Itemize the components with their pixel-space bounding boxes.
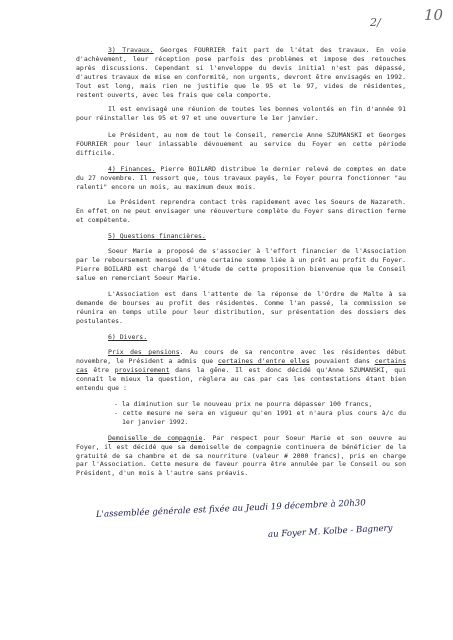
- section-5-paragraph-2: L'Association est dans l'attente de la réponse de l'Ordre de Malte à sa demande de bourses au profit des résidentes. Comme l'an passé, la commission se réunira en temps utile pour leur distribution, sur présentation des dossiers des postulantes.: [76, 289, 406, 325]
- list-item: - cette mesure ne sera en vigueur qu'en 1991 et n'aura plus cours à/c du 1er janvier 1992.: [114, 408, 406, 426]
- typed-page-number: 2/: [370, 16, 381, 29]
- section-5-heading: 5) Questions financières.: [108, 231, 206, 240]
- section-3-paragraph-2: Il est envisagé une réunion de toutes les bonnes volontés en fin d'année 91 pour réinstaller les 95 et 97 et une ouverture le 1er janvier.: [76, 105, 406, 123]
- section-4-heading: 4) Finances.: [108, 164, 156, 173]
- handwritten-page-number: 10: [424, 6, 444, 24]
- section-6-heading: 6) Divers.: [108, 333, 148, 342]
- handwritten-note-line-1: L'assemblée générale est fixée au Jeudi 19 décembre à 20h30: [95, 498, 366, 520]
- document-body: [76, 46, 406, 486]
- section-4-paragraph-1: Pierre BOILARD distribue le dernier relevé de comptes en date du 27 novembre. Il ressort que, tous travaux payés, le Foyer pourra fonctionner "au ralenti" encore un mois, au maximum deux mois.: [76, 164, 407, 191]
- handwritten-note-line-2: au Foyer M. Kolbe - Bagnery: [267, 523, 393, 540]
- demoiselle-title: Demoiselle de compagnie: [108, 433, 203, 442]
- section-5-paragraph-1: Soeur Marie a proposé de s'associer à l'effort financier de l'Association par le reboursement mensuel d'une certaine somme liée à un prêt au profit du Foyer. Pierre BOILARD est chargé de l'étude de cette proposition bienvenue que le Conseil salue en remerciant Soeur Marie.: [76, 246, 406, 282]
- section-3-paragraph-1: Georges FOURRIER fait part de l'état des travaux. En voie d'achèvement, leur réception pose parfois des problèmes et impose des retouches après discussions. Cependant si l'enveloppe du devis initial n'est pas dépassé, d'autres travaux de mise en conformité, non urgents, devront être envisagés en 1992. Tout est long, mais rien ne justifie que le 95 et le 97, vides de résidentes, restent ouverts, avec les frais que cela comporte.: [76, 46, 407, 99]
- section-3: [76, 46, 406, 99]
- demoiselle-paragraph: Demoiselle de compagnie. Par respect pour Soeur Marie et son oeuvre au Foyer, il est décidé que sa demoiselle de compagnie continuera de bénéficier de la gratuité de sa chambre et de sa nourriture (valeur # 2000 francs), pris en charge par l'Association. Cette mesure de faveur pourra être annulée par le Conseil ou son Président, d'un mois à l'autre sans préavis.: [76, 433, 406, 478]
- section-4: [76, 165, 406, 192]
- section-3-paragraph-3: Le Président, au nom de tout le Conseil, remercie Anne SZUMANSKI et Georges FOURRIER pour leur inlassable dévouement au service du Foyer en cette période difficile.: [76, 130, 406, 157]
- pensions-title: Prix des pensions: [108, 347, 180, 356]
- section-3-heading: 3) Travaux.: [108, 46, 154, 54]
- pensions-paragraph: Prix des pensions. Au cours de sa rencontre avec les résidentes début novembre, le Président a admis que certaines d'entre elles pouvaient dans certains cas être provisoirement dans la gêne. Il est donc décidé qu'Anne SZUMANSKI, qui connaît le mieux la question, règlera au cas par cas les contestations étant bien entendu que :: [76, 347, 407, 392]
- list-item: - la diminution sur le nouveau prix ne pourra dépasser 100 francs,: [114, 400, 373, 408]
- section-4-paragraph-2: Le Président reprendra contact très rapidement avec les Soeurs de Nazareth. En effet on ne peut envisager une réouverture complète du Foyer sans direction ferme et compétente.: [76, 197, 406, 224]
- pensions-conditions-list: [114, 400, 406, 427]
